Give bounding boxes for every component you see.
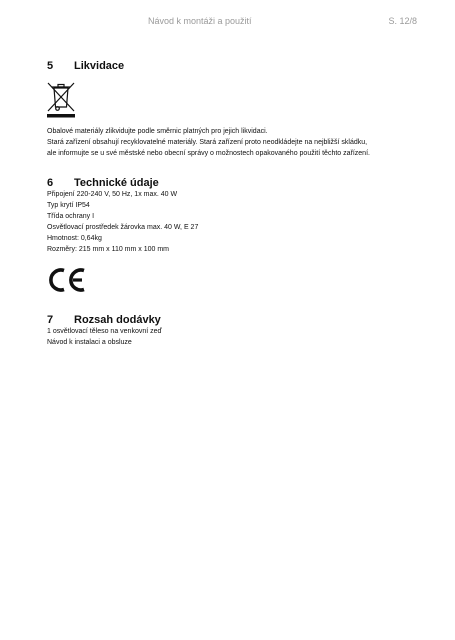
ce-mark-icon xyxy=(47,266,87,294)
section-title: Likvidace xyxy=(74,60,125,72)
section-number: 7 xyxy=(47,314,54,326)
page-number: S. 12/8 xyxy=(388,16,417,26)
section-number: 6 xyxy=(47,177,54,189)
section-7-heading xyxy=(47,314,161,326)
technical-data-text xyxy=(47,189,427,255)
text-line: ale informujte se u své městské nebo obecní správy o možnostech opakovaného použití těchto zařízení. xyxy=(47,150,370,157)
disposal-text xyxy=(47,126,427,159)
section-6-heading xyxy=(47,177,159,189)
text-line: Typ krytí IP54 xyxy=(47,202,90,209)
crossed-out-wheelie-bin-icon xyxy=(46,80,76,118)
section-title: Technické údaje xyxy=(74,177,159,189)
text-line: Stará zařízení obsahují recyklovatelné materiály. Stará zařízení proto neodkládejte na nejbližší skládku, xyxy=(47,139,368,146)
section-5-heading xyxy=(47,60,124,72)
section-title: Rozsah dodávky xyxy=(74,314,161,326)
section-number: 5 xyxy=(47,60,54,72)
text-line: Obalové materiály zlikvidujte podle směrnic platných pro jejich likvidaci. xyxy=(47,128,268,135)
text-line: Osvětlovací prostředek žárovka max. 40 W, E 27 xyxy=(47,224,199,231)
header-title: Návod k montáži a použití xyxy=(148,16,252,26)
text-line: Připojení 220-240 V, 50 Hz, 1x max. 40 W xyxy=(47,191,178,198)
text-line: Návod k instalaci a obsluze xyxy=(47,339,132,346)
text-line: Rozměry: 215 mm x 110 mm x 100 mm xyxy=(47,246,170,253)
text-line: Hmotnost: 0,64kg xyxy=(47,235,102,242)
text-line: 1 osvětlovací těleso na venkovní zeď xyxy=(47,328,162,335)
text-line: Třída ochrany I xyxy=(47,213,95,220)
delivery-scope-text xyxy=(47,326,427,348)
